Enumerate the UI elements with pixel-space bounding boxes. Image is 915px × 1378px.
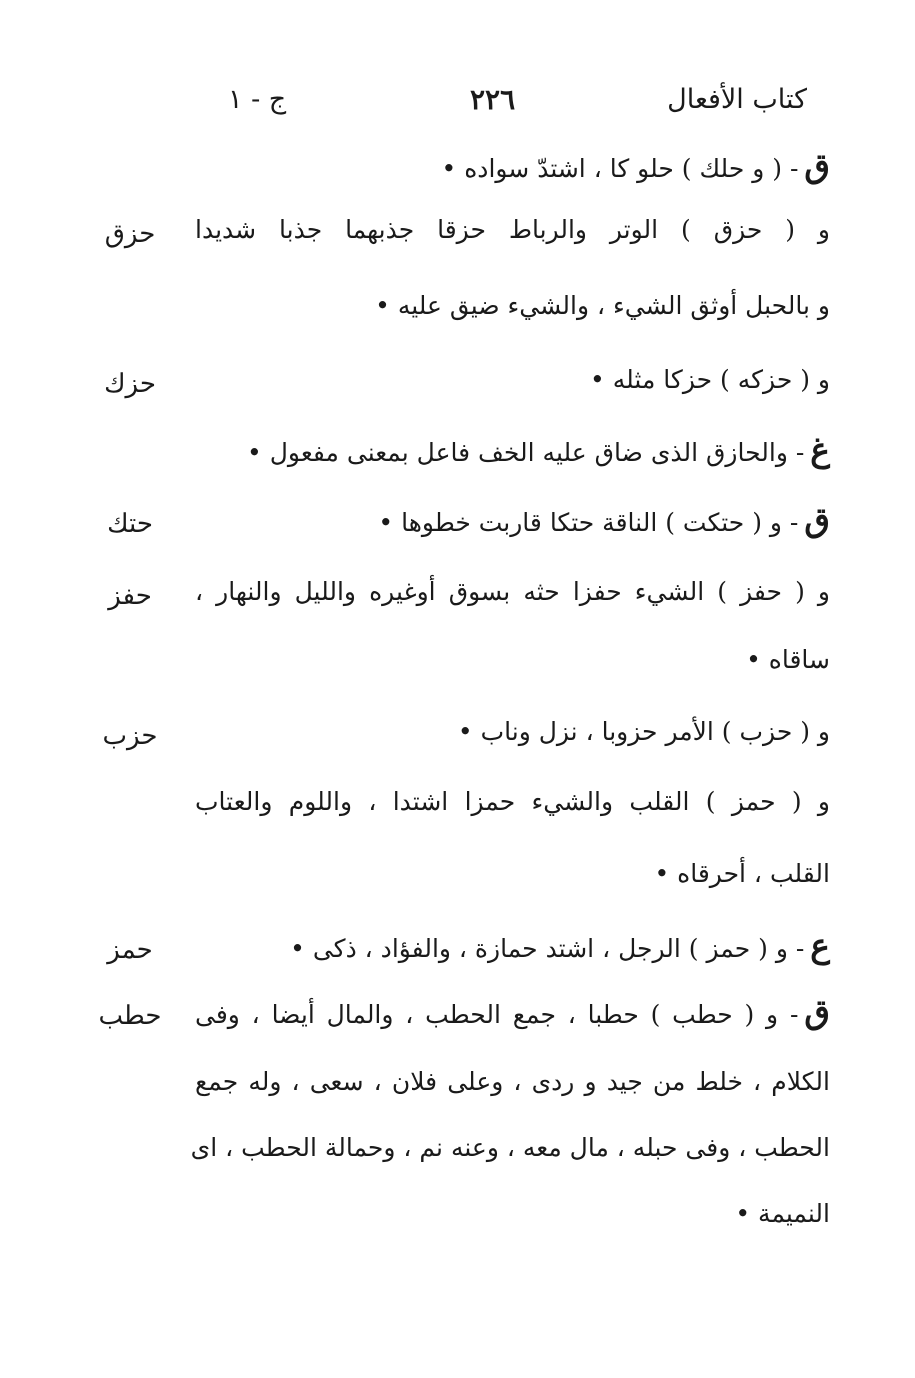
text-line	[195, 210, 830, 250]
line-text: - و ( حمز ) الرجل ، اشتد حمازة ، والفؤاد ، ذكى •	[290, 934, 805, 963]
line-text: ساقاه •	[746, 645, 830, 674]
text-line	[190, 1128, 830, 1168]
root-word: حزق	[104, 219, 156, 249]
line-text: و ( حزق ) الوتر والرباط حزقا جذبهما جذبا شديدا	[195, 215, 830, 244]
root-word: حطب	[98, 1001, 162, 1031]
text-line	[442, 146, 830, 186]
root-word: حفز	[108, 581, 152, 611]
line-text: النميمة •	[735, 1199, 830, 1228]
section-marker: ق	[804, 992, 830, 1031]
volume-label: ج - ١	[228, 84, 287, 115]
text-line	[195, 572, 830, 612]
line-text: الكلام ، خلط من جيد و ردى ، وعلى فلان ، سعى ، وله جمع	[195, 1067, 830, 1096]
text-line	[654, 854, 830, 894]
line-text: و ( حفز ) الشيء حفزا حثه بسوق أوغيره والليل والنهار ،	[195, 577, 830, 606]
book-title: كتاب الأفعال	[667, 84, 807, 115]
text-line	[375, 286, 830, 326]
line-text: الحطب ، وفى حبله ، مال معه ، وعنه نم ، وحمالة الحطب ، اى	[190, 1133, 830, 1162]
section-marker: غ	[810, 430, 830, 469]
section-marker: ع	[810, 926, 830, 965]
text-line	[746, 640, 830, 680]
root-word: حمز	[107, 935, 153, 965]
line-text: القلب ، أحرقاه •	[654, 859, 830, 888]
text-line	[458, 712, 830, 752]
line-text: و ( حمز ) القلب والشيء حمزا اشتدا ، واللوم والعتاب	[195, 787, 830, 816]
page-number: ٢٢٦	[470, 83, 516, 116]
line-text: - و ( حطب ) حطبا ، جمع الحطب ، والمال أيضا ، وفى	[195, 1000, 799, 1029]
line-text: و ( حزب ) الأمر حزوبا ، نزل وناب •	[457, 717, 830, 746]
text-line	[290, 926, 830, 966]
page-header	[0, 78, 915, 122]
line-text: - و ( حتكت ) الناقة حتكا قاربت خطوها •	[378, 508, 799, 537]
root-word: حزك	[104, 369, 156, 399]
line-text: - والحازق الذى ضاق عليه الخف فاعل بمعنى مفعول •	[247, 438, 805, 467]
section-marker: ق	[804, 500, 830, 539]
section-marker: ق	[804, 146, 830, 185]
line-text: - ( و حلك ) حلو كا ، اشتدّ سواده •	[441, 154, 799, 183]
text-line	[195, 782, 830, 822]
line-text: و ( حزكه ) حزكا مثله •	[590, 365, 830, 394]
text-line	[195, 1062, 830, 1102]
text-line	[735, 1194, 830, 1234]
text-line	[247, 430, 830, 470]
line-text: و بالحبل أوثق الشيء ، والشيء ضيق عليه •	[375, 291, 830, 320]
root-word: حتك	[107, 509, 153, 539]
text-line	[590, 360, 830, 400]
root-word: حزب	[102, 721, 158, 751]
text-line	[378, 500, 830, 540]
text-line	[195, 992, 830, 1032]
